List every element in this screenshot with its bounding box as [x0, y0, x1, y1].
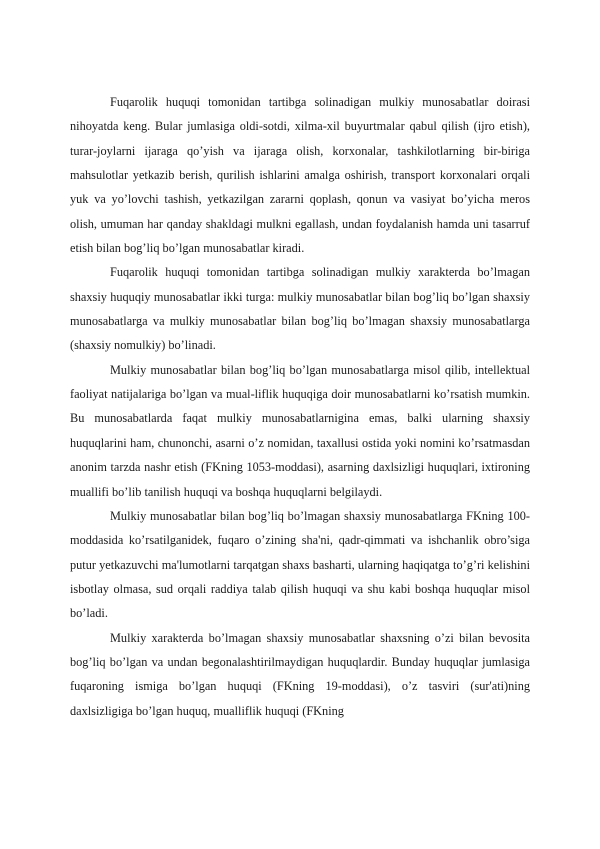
paragraph-mulkiy-bogliq-bolmagan-munosabatlar: Mulkiy munosabatlar bilan bog’liq bo’lmagan shaxsiy munosabatlarga FKning 100-moddasida ko’rsatilganidek, fuqaro o’zining sha'ni, qadr-qimmati va ishchanlik obro’siga putur yetkazuvchi ma'lumotlarni tarqatgan shaxs basharti, ularning haqiqatga to’g’ri kelishini isbotlay olmasa, sud orqali raddiya talab qilish huquqi va shu kabi boshqa huquqlar misol bo’ladi.	[70, 508, 530, 621]
paragraph-mulkiy-bogliq-munosabatlar: Mulkiy munosabatlar bilan bog’liq bo’lgan munosabatlarga misol qilib, intellektual faoliyat natijalariga bo’lgan va mual-liflik huquqiga doir munosabatlarni ko’rsatish mumkin. Bu munosabatlarda faqat mulkiy munosabatlarnigina emas, balki ularning shaxsiy huquqlarini ham, chunonchi, asarni o’z nomidan, taxallusi ostida yoki nomini ko’rsatmasdan anonim tarzda nashr etish (FKning 1053-moddasi), asarning daxlsizligi huquqlari, ixtironing muallifi bo’lib tanilish huquqi va boshqa huquqlarni belgilaydi.	[70, 362, 530, 499]
document-page	[70, 90, 530, 723]
paragraph-mulkiy-munosabatlar-doirasi: Fuqarolik huquqi tomonidan tartibga solinadigan mulkiy munosabatlar doirasi nihoyatda keng. Bular jumlasiga oldi-sotdi, xilma-xil buyurtmalar qabul qilish (ijro etish), turar-joylarni ijaraga qo’yish va ijaraga olish, korxonalar, tashkilotlarning bir-biriga mahsulotlar yetkazib berish, qurilish ishlarini amalga oshirish, transport korxonalari orqali yuk va yo’lovchi tashish, yetkazilgan zararni qoplash, qonun va vasiyat bo’yicha meros olish, umuman har qanday shakldagi mulkni egallash, undan foydalanish hamda uni tasarruf etish bilan bog’liq bo’lgan munosabatlar kiradi.	[70, 95, 530, 256]
paragraph-nomulkiy-huquqlar: Mulkiy xarakterda bo’lmagan shaxsiy munosabatlar shaxsning o’zi bilan bevosita bog’liq bo’lgan va undan begonalashtirilmaydigan huquqlardir. Bunday huquqlar jumlasiga fuqaroning ismiga bo’lgan huquqi (FKning 19-moddasi), o’z tasviri (sur'ati)ning daxlsizligiga bo’lgan huquq, mualliflik huquqi (FKning	[70, 630, 530, 718]
paragraph-shaxsiy-munosabatlar-turlari: Fuqarolik huquqi tomonidan tartibga solinadigan mulkiy xarakterda bo’lmagan shaxsiy huquqiy munosabatlar ikki turga: mulkiy munosabatlar bilan bog’liq bo’lgan shaxsiy munosabatlarga va mulkiy munosabatlar bilan bog’liq bo’lmagan shaxsiy munosabatlarga (shaxsiy nomulkiy) bo’linadi.	[70, 265, 530, 353]
